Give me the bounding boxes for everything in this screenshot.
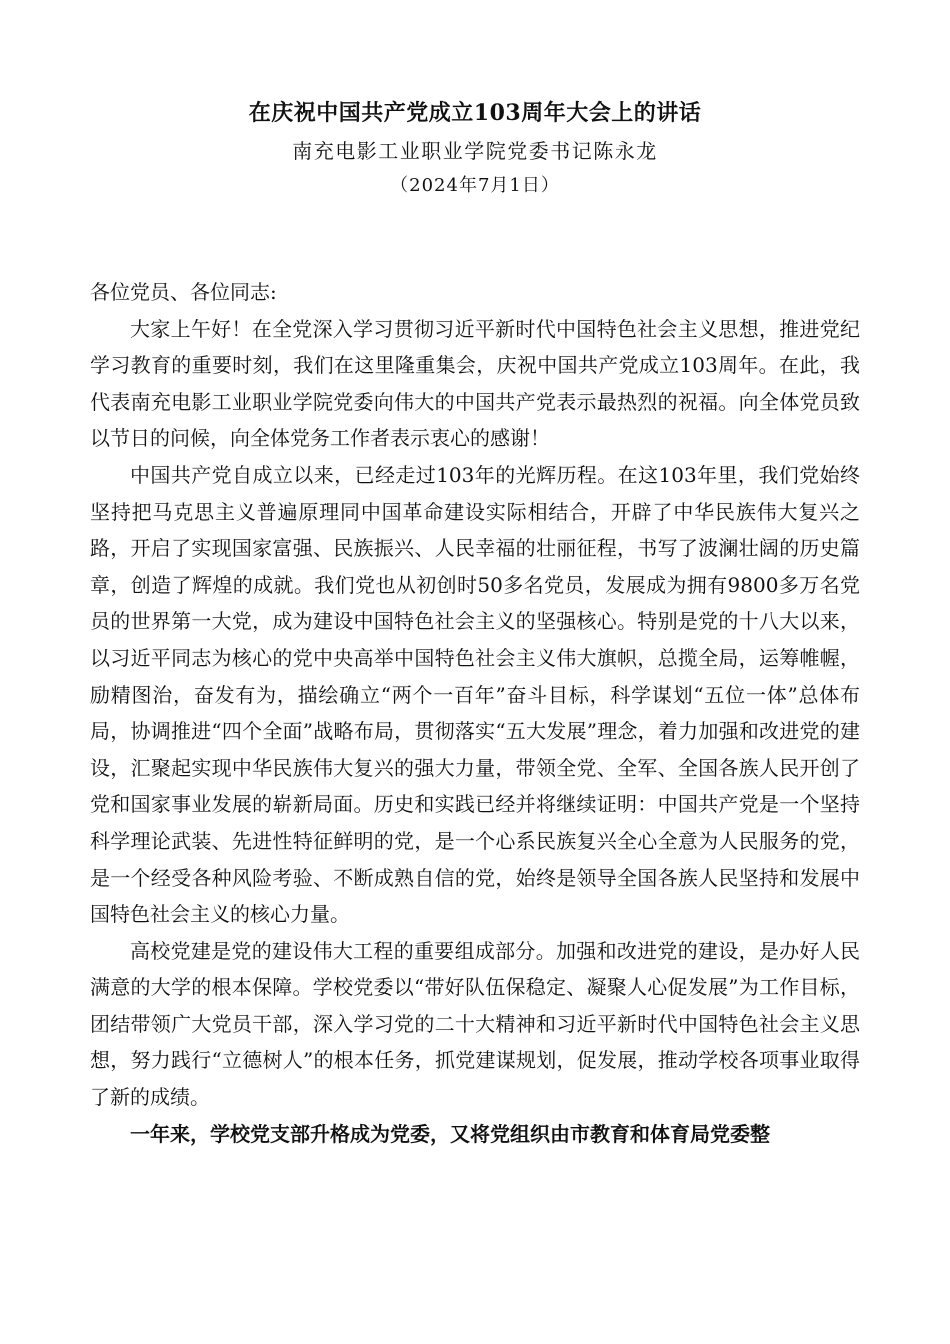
speech-author: 南充电影工业职业学院党委书记陈永龙 — [292, 139, 658, 163]
speech-date: （2024年7月1日） — [390, 175, 560, 196]
paragraph-greeting: 大家上午好！在全党深入学习贯彻习近平新时代中国特色社会主义思想，推进党纪学习教育的重要时刻，我们在这里隆重集会，庆祝中国共产党成立103周年。在此，我代表南充电影工业职业学院党委向伟大的中国共产党表示最热烈的祝福。向全体党员致以节日的问候，向全体党务工作者表示衷心的感谢！ — [90, 316, 860, 451]
paragraph-university-party-building: 高校党建是党的建设伟大工程的重要组成部分。加强和改进党的建设，是办好人民满意的大学的根本保障。学校党委以“带好队伍保稳定、凝聚人心促发展”为工作目标，团结带领广大党员干部，深入学习党的二十大精神和习近平新时代中国特色社会主义思想，努力践行“立德树人”的根本任务，抓党建谋规划，促发展，推动学校各项事业取得了新的成绩。 — [90, 938, 860, 1110]
salutation: 各位党员、各位同志: — [90, 280, 277, 304]
speech-body — [90, 274, 860, 1152]
paragraph-past-year: 一年来，学校党支部升格成为党委，又将党组织由市教育和体育局党委整 — [130, 1121, 770, 1146]
paragraph-party-history: 中国共产党自成立以来，已经走过103年的光辉历程。在这103年里，我们党始终坚持把马克思主义普遍原理同中国革命建设实际相结合，开辟了中华民族伟大复兴之路，开启了实现国家富强、民族振兴、人民幸福的壮丽征程，书写了波澜壮阔的历史篇章，创造了辉煌的成就。我们党也从初创时50多名党员，发展成为拥有9800多万名党员的世界第一大党，成为建设中国特色社会主义的坚强核心。特别是党的十八大以来，以习近平同志为核心的党中央高举中国特色社会主义伟大旗帜，总揽全局，运筹帷幄，励精图治，奋发有为，描绘确立“两个一百年”奋斗目标，科学谋划“五位一体”总体布局，协调推进“四个全面”战略布局，贯彻落实“五大发展”理念，着力加强和改进党的建设，汇聚起实现中华民族伟大复兴的强大力量，带领全党、全军、全国各族人民开创了党和国家事业发展的崭新局面。历史和实践已经并将继续证明：中国共产党是一个坚持科学理论武装、先进性特征鲜明的党，是一个心系民族复兴全心全意为人民服务的党，是一个经受各种风险考验、不断成熟自信的党，始终是领导全国各族人民坚持和发展中国特色社会主义的核心力量。 — [90, 462, 860, 927]
speech-title: 在庆祝中国共产党成立103周年大会上的讲话 — [248, 100, 702, 126]
